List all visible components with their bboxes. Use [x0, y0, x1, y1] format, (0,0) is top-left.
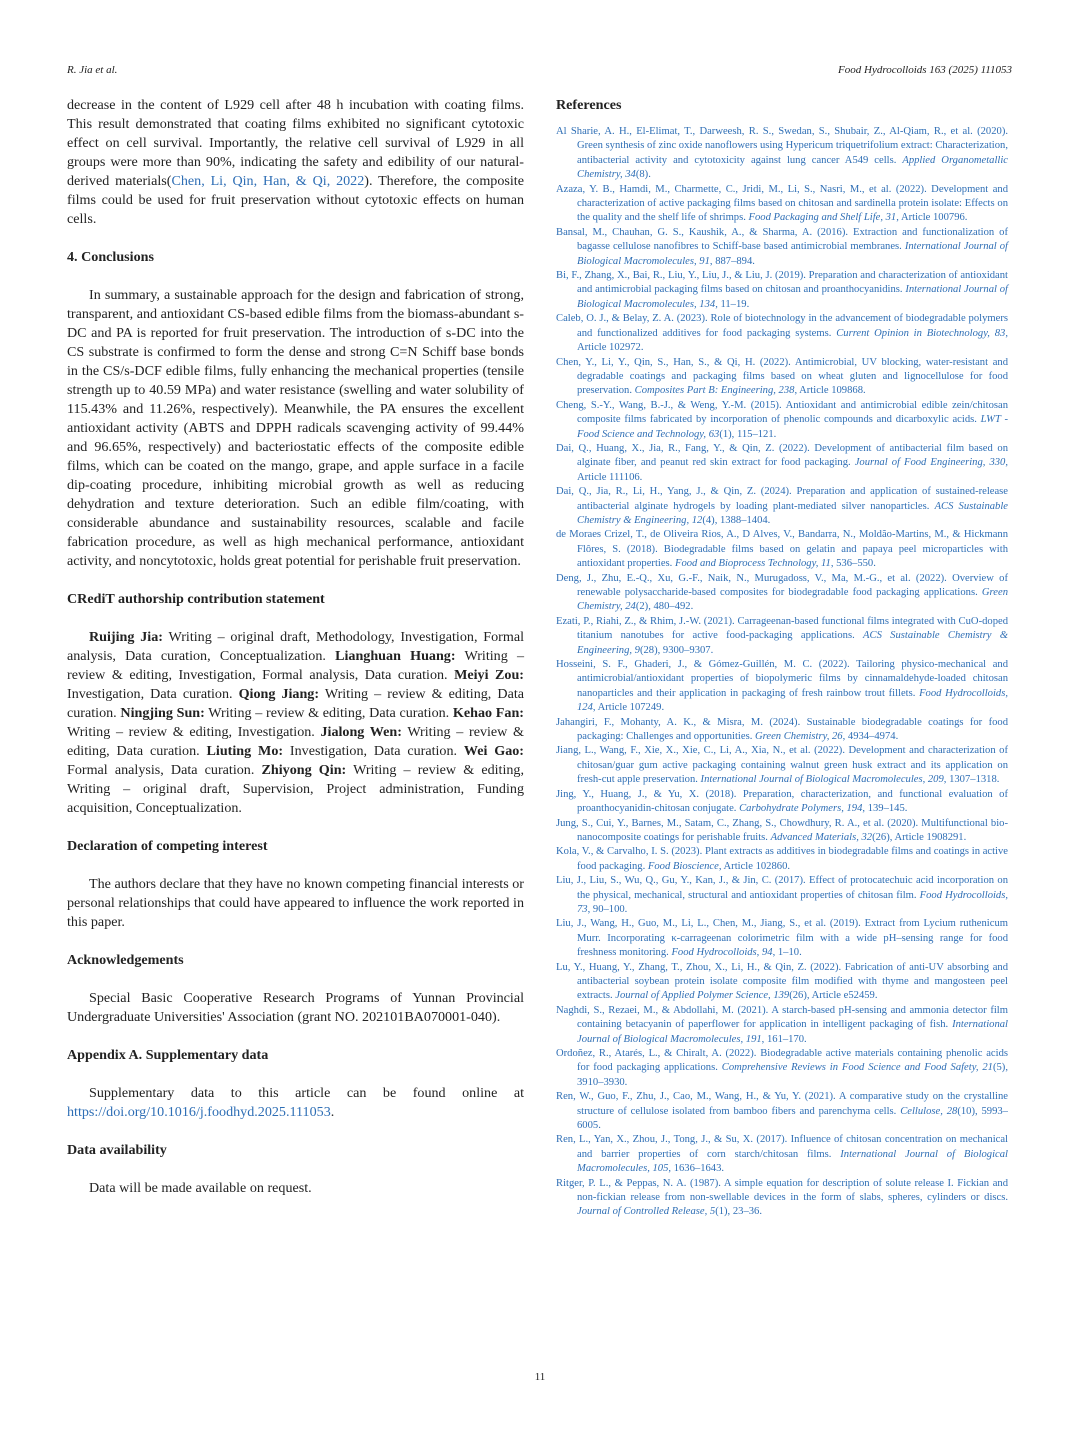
reference-issue-pages: (1), 23–36. [715, 1206, 762, 1218]
reference-text-link[interactable]: Lu, Y., Huang, Y., Zhang, T., Zhou, X., Li, H., & Qin, Z. (2022). Fabrication of anti-UV absorbing and antibacterial soybean protein isolate composite film modified with thyme and mangosteen peel extracts. [556, 961, 1008, 1002]
reference-journal-link[interactable]: Advanced Materials, 32 [770, 831, 873, 843]
reference-journal-link[interactable]: Food Hydrocolloids, 73 [577, 889, 1008, 915]
reference-journal-link[interactable]: Food and Bioprocess Technology, 11 [674, 558, 831, 570]
credit-author-roles: Investigation, Data curation. [283, 743, 464, 759]
reference-issue-pages: (28), 9300–9307. [639, 644, 714, 656]
reference-issue-pages: , Article 102972. [577, 327, 1008, 354]
reference-text-link[interactable]: Dai, Q., Jia, R., Li, H., Yang, J., & Qin, Z. (2024). Preparation and application of sustained-release antibacterial alginate hydrogels by loading plant-mediated silver nanoparticles. [556, 486, 1008, 512]
reference-text-link[interactable]: de Moraes Crizel, T., de Oliveira Rios, A., D Alves, V., Bandarra, N., Moldão-Martins, M., & Hickmann Flôres, S. (2018). Biodegradable films based on gelatin and papaya peel microparticles with antioxidant properties. [556, 529, 1008, 570]
paragraph-cytotoxicity [67, 96, 524, 229]
section-title-acknowledgements: Acknowledgements [67, 952, 184, 968]
credit-author-roles: Writing – original draft, Methodology, Investigation, Formal analysis, Data curation, Conceptualization. [67, 629, 524, 664]
reference-journal-link[interactable]: Comprehensive Reviews in Food Science and Food Safety, 21 [721, 1062, 993, 1074]
credit-author-roles: Writing – review & editing, Investigation. [67, 724, 321, 740]
reference-item [556, 356, 1008, 399]
reference-text-link[interactable]: Dai, Q., Huang, X., Jia, R., Fang, Y., & Qin, Z. (2022). Development of antibacterial film based on alginate fiber, and peanut red skin extract for food packaging. [556, 442, 1008, 469]
reference-issue-pages: (26), Article e52459. [789, 990, 878, 1002]
reference-item [556, 572, 1008, 615]
reference-text-link[interactable]: Bi, F., Zhang, X., Bai, R., Liu, Y., Liu, J., & Liu, J. (2019). Preparation and characterization of antioxidant and antimicrobial packaging films based on chitosan and proanthocyanidins. [556, 270, 1008, 296]
credit-author-name: Qiong Jiang: [238, 686, 320, 702]
credit-author-name: Wei Gao: [463, 743, 524, 759]
reference-text-link[interactable]: Jing, Y., Huang, J., & Yu, X. (2018). Preparation, characterization, and functional evaluation of proanthocyanidin-chitosan conjugate. [556, 788, 1008, 815]
reference-item [556, 615, 1008, 658]
section-title-appendix: Appendix A. Supplementary data [67, 1047, 269, 1063]
paragraph-appendix [67, 1084, 524, 1122]
paragraph-conclusions: In summary, a sustainable approach for the design and fabrication of strong, transparent, and antioxidant CS-based edible films from the biomass-abundant s-DC and PA is reported for fruit preservation. The introduction of s-DC into the CS substrate is confirmed to form the dense and strong C=N Schiff base bonds in the CS/s-DCF edible films, fully enhancing the mechanical properties (tensile strength up to 40.59 MPa) and water resistance (swelling and water solubility of 115.43% and 11.26%, respectively). Meanwhile, the PA ensures the excellent antioxidant activity (ABTS and DPPH radicals scavenging activity of 99.44% and 96.65%, respectively) and bacteriostatic effects of the composite edible films, which can be coated on the mango, grape, and apple surface in a facile dip-coating procedure, inhibiting microbial growth as well as reducing dehydration and texture deterioration. Such an edible film/coating, with considerable abundance and sustainability resources, scalable and facile fabrication procedure, as well as high mechanical performance, antioxidant activity, and noncytotoxic, holds great potential for perishable fruit preservation. [67, 287, 524, 569]
reference-text-link[interactable]: Naghdi, S., Rezaei, M., & Abdollahi, M. (2021). A starch-based pH-sensing and ammonia detector film containing betacyanin of paperflower for application in intelligent packaging of fish. [556, 1004, 1008, 1031]
reference-issue-pages: , Article 100796. [896, 212, 968, 224]
reference-issue-pages: (5), 3910–3930. [577, 1062, 1008, 1088]
credit-author-name: Kehao Fan: [452, 705, 524, 721]
reference-text-link[interactable]: Ren, L., Yan, X., Zhou, J., Tong, J., & Su, X. (2017). Influence of chitosan concentration on mechanical and barrier properties of corn starch/chitosan films. [556, 1134, 1008, 1160]
paragraph-declaration: The authors declare that they have no known competing financial interests or personal relationships that could have appeared to influence the work reported in this paper. [67, 876, 524, 930]
reference-item [556, 485, 1008, 528]
reference-text-link[interactable]: Deng, J., Zhu, E.-Q., Xu, G.-F., Naik, N., Murugadoss, V., Ma, M.-G., et al. (2022). Overview of renewable polysaccharide-based composites for biodegradable food packaging applications. [556, 572, 1008, 598]
reference-issue-pages: (4), 1388–1404. [702, 514, 771, 526]
reference-journal-link[interactable]: Applied Organometallic Chemistry, 34 [577, 154, 1008, 181]
citation-link-chen-2022[interactable]: Chen, Li, Qin, Han, & Qi, 2022 [171, 173, 365, 189]
credit-author-name: Lianghuan Huang: [335, 648, 456, 664]
reference-text-link[interactable]: Cheng, S.-Y., Wang, B.-J., & Weng, Y.-M. (2015). Antioxidant and antimicrobial edible zein/chitosan composite films fabricated by incorporation of phenolic compounds and dicarboxylic acids. [556, 399, 1008, 426]
reference-journal-link[interactable]: Cellulose, 28 [900, 1105, 958, 1117]
reference-issue-pages: (10), 5993–6005. [577, 1105, 1008, 1132]
reference-journal-link[interactable]: Journal of Food Engineering, 330 [854, 457, 1006, 469]
paragraph-credit [67, 628, 524, 818]
reference-item [556, 399, 1008, 442]
reference-item [556, 312, 1008, 355]
paragraph-data-availability: Data will be made available on request. [89, 1180, 312, 1196]
section-title-credit: CRediT authorship contribution statement [67, 591, 325, 607]
reference-item [556, 788, 1008, 817]
reference-text-link[interactable]: Ritger, P. L., & Peppas, N. A. (1987). A simple equation for description of solute release I. Fickian and non-fickian release from non-swellable devices in the form of slabs, spheres, cylinders or discs. [556, 1177, 1008, 1204]
reference-journal-link[interactable]: Composites Part B: Engineering, 238 [634, 385, 795, 397]
reference-journal-link[interactable]: LWT - Food Science and Technology, 63 [577, 414, 1008, 440]
section-title-conclusions: 4. Conclusions [67, 249, 154, 265]
reference-list [556, 125, 1008, 1220]
reference-journal-link[interactable]: International Journal of Biological Macromolecules, 91 [577, 241, 1008, 267]
reference-journal-link[interactable]: International Journal of Biological Macromolecules, 105 [577, 1148, 1008, 1175]
credit-author-name: Meiyi Zou: [454, 667, 524, 683]
credit-author-name: Ruijing Jia: [89, 629, 163, 645]
reference-journal-link[interactable]: International Journal of Biological Macromolecules, 191 [577, 1019, 1008, 1045]
reference-issue-pages: (26), Article 1908291. [872, 831, 967, 843]
text: ). Therefore, the composite films could be used for fruit preservation without cytotoxic effects on human cells. [67, 173, 524, 227]
reference-journal-link[interactable]: International Journal of Biological Macromolecules, 134 [577, 284, 1008, 310]
reference-text-link[interactable]: Azaza, Y. B., Hamdi, M., Charmette, C., Jridi, M., Li, S., Nasri, M., et al. (2022). Development and characterization of active packaging films based on chitosan and sardinella protein isolate: Effects on the quality and the shelf life of shrimps. [556, 183, 1008, 224]
reference-item [556, 1004, 1008, 1047]
credit-author-name: Jialong Wen: [320, 724, 402, 740]
reference-item [556, 1133, 1008, 1176]
reference-issue-pages: (1), 115–121. [719, 428, 777, 440]
reference-item [556, 874, 1008, 917]
reference-journal-link[interactable]: Current Opinion in Biotechnology, 83 [836, 327, 1006, 339]
reference-journal-link[interactable]: Green Chemistry, 24 [577, 587, 1008, 613]
reference-journal-link[interactable]: Food Packaging and Shelf Life, 31 [748, 212, 897, 224]
reference-text-link[interactable]: Liu, J., Wang, H., Guo, M., Li, L., Chen, M., Jiang, S., et al. (2019). Extract from Lycium ruthenicum Murr. Incorporating κ-carrageenan colorimetric film with a wide pH–sensing range for food freshness monitoring. [556, 918, 1008, 959]
reference-issue-pages: (2), 480–492. [635, 601, 694, 613]
reference-issue-pages: , Article 102860. [718, 860, 791, 872]
reference-text-link[interactable]: Bansal, M., Chauhan, G. S., Kaushik, A., & Sharma, A. (2016). Extraction and functionalization of bagasse cellulose nanofibres to Schiff-base based antimicrobial membranes. [556, 226, 1008, 253]
reference-journal-link[interactable]: ACS Sustainable Chemistry & Engineering, 12 [577, 500, 1008, 526]
reference-item [556, 658, 1008, 716]
reference-issue-pages: , 887–894. [709, 255, 755, 267]
reference-text-link[interactable]: Jiang, L., Wang, F., Xie, X., Xie, C., Li, A., Xia, N., et al. (2022). Development and characterization of chitosan/guar gum active packaging containing walnut green husk extract and its application on fresh-cut apple preservation. [556, 745, 1008, 786]
section-title-data-availability: Data availability [67, 1142, 167, 1158]
credit-author-roles: Writing – review & editing, Writing – original draft, Supervision, Project administration, Funding acquisition, Conceptualization. [67, 762, 524, 816]
reference-journal-link[interactable]: Journal of Applied Polymer Science, 139 [615, 990, 790, 1002]
reference-item [556, 1177, 1008, 1220]
credit-author-name: Liuting Mo: [206, 743, 284, 759]
reference-text-link[interactable]: Hosseini, S. F., Ghaderi, J., & Gómez-Guillén, M. C. (2022). Tailoring physico-mechanical and antimicrobial/antioxidant properties of biopolymeric films by cinnamaldehyde-loaded chitosan nanoparticles and their application in packaging of fresh rainbow trout fillets. [556, 659, 1008, 699]
reference-issue-pages: , Article 111106. [577, 457, 1009, 483]
credit-author-name: Zhiyong Qin: [261, 762, 347, 778]
reference-item [556, 961, 1008, 1004]
text: Supplementary data to this article can be found online at [89, 1085, 524, 1101]
reference-item [556, 125, 1008, 183]
reference-text-link[interactable]: Jung, S., Cui, Y., Barnes, M., Satam, C., Zhang, S., Chowdhury, R. A., et al. (2020). Multifunctional bio-nanocomposite coatings for perishable fruits. [556, 817, 1008, 843]
reference-journal-link[interactable]: Food Hydrocolloids, 94 [671, 947, 773, 959]
reference-text-link[interactable]: Chen, Y., Li, Y., Qin, S., Han, S., & Qi, H. (2022). Antimicrobial, UV blocking, water-resistant and degradable coatings and packaging films based on wheat gluten and lignocellulose for food preservation. [556, 356, 1008, 397]
reference-item [556, 183, 1008, 226]
reference-text-link[interactable]: Ren, W., Guo, F., Zhu, J., Cao, M., Wang, H., & Yu, Y. (2021). A comparative study on the crystalline structure of cellulose isolated from bamboo fibers and parenchyma cells. [556, 1091, 1008, 1117]
credit-author-roles: Writing – review & editing, Data curation. [67, 724, 524, 759]
section-title-declaration: Declaration of competing interest [67, 838, 268, 854]
text: . [330, 1104, 335, 1120]
reference-issue-pages: , 161–170. [761, 1033, 807, 1045]
reference-item [556, 269, 1008, 312]
reference-journal-link[interactable]: Journal of Controlled Release, 5 [577, 1206, 716, 1218]
reference-issue-pages: , 4934–4974. [842, 731, 899, 743]
reference-item [556, 917, 1008, 960]
reference-issue-pages: , Article 109868. [794, 385, 866, 397]
reference-issue-pages: , 11–19. [715, 298, 750, 310]
text: decrease in the content of L929 cell after 48 h incubation with coating films. This result demonstrated that coating films exhibited no significant cytotoxic effect on cell survival. Importantly, the relative cell survival of L929 in all groups were more than 90%, indicating the safety and edibility of our natural-derived materials( [67, 97, 524, 189]
references-title: References [556, 97, 622, 113]
reference-text-link[interactable]: Caleb, O. J., & Belay, Z. A. (2023). Role of biotechnology in the advancement of biodegradable polymers and functionalized additives for food packaging systems. [556, 313, 1008, 339]
reference-journal-link[interactable]: Green Chemistry, 26 [755, 731, 843, 743]
page-number: 11 [534, 1371, 546, 1383]
credit-author-name: Ningjing Sun: [120, 705, 205, 721]
reference-journal-link[interactable]: Food Hydrocolloids, 124 [577, 687, 1008, 714]
doi-link[interactable]: https://doi.org/10.1016/j.foodhyd.2025.111053 [67, 1104, 331, 1120]
running-header-journal: Food Hydrocolloids 163 (2025) 111053 [838, 64, 1012, 76]
reference-text-link[interactable]: Ordoñez, R., Atarés, L., & Chiralt, A. (2022). Biodegradable active materials containing phenolic acids for food packaging applications. [556, 1048, 1008, 1074]
reference-item [556, 442, 1008, 485]
left-column [67, 96, 524, 1198]
reference-issue-pages: , 1636–1643. [668, 1163, 725, 1175]
paragraph-acknowledgements: Special Basic Cooperative Research Programs of Yunnan Provincial Undergraduate Universities' Association (grant NO. 202101BA070001-040). [67, 990, 524, 1025]
reference-issue-pages: , 1–10. [772, 947, 802, 959]
reference-item [556, 1047, 1008, 1090]
reference-journal-link[interactable]: Food Bioscience [647, 860, 719, 872]
reference-text-link[interactable]: Kola, V., & Carvalho, I. S. (2023). Plant extracts as additives in biodegradable films and coatings in active food packaging. [556, 846, 1008, 872]
reference-item [556, 845, 1008, 874]
reference-text-link[interactable]: Jahangiri, F., Mohanty, A. K., & Misra, M. (2024). Sustainable biodegradable coatings for food packaging: Challenges and opportunities. [556, 716, 1008, 743]
credit-author-roles: Writing – review & editing, Data curation. [67, 686, 524, 721]
reference-text-link[interactable]: Ezati, P., Riahi, Z., & Rhim, J.-W. (2021). Carrageenan-based functional films integrated with CuO-doped titanium nanotubes for active food-packaging applications. [556, 615, 1008, 642]
credit-author-roles: Writing – review & editing, Data curation. [204, 705, 453, 721]
reference-item [556, 817, 1008, 846]
reference-journal-link[interactable]: ACS Sustainable Chemistry & Engineering, 9 [577, 630, 1008, 656]
reference-issue-pages: , 1307–1318. [943, 774, 1000, 786]
reference-text-link[interactable]: Al Sharie, A. H., El-Elimat, T., Darweesh, R. S., Swedan, S., Shubair, Z., Al-Qiam, R., et al. (2020). Green synthesis of zinc oxide nanoflowers using Hypericum triquetrifolium extract: Characterization, antibacterial activity and cytotoxicity against lung cancer A549 cells. [556, 126, 1008, 166]
credit-author-roles: Writing – review & editing, Investigation, Formal analysis, Data curation. [67, 648, 524, 683]
reference-item [556, 716, 1008, 745]
reference-issue-pages: , 90–100. [587, 903, 628, 915]
running-header-authors: R. Jia et al. [67, 64, 118, 76]
credit-author-roles: Investigation, Data curation. [67, 686, 239, 702]
reference-issue-pages: (8). [635, 169, 651, 181]
reference-item [556, 528, 1008, 571]
credit-author-roles: Formal analysis, Data curation. [67, 762, 262, 778]
right-column [556, 96, 1008, 1220]
reference-text-link[interactable]: Liu, J., Liu, S., Wu, Q., Gu, Y., Kan, J., & Jin, C. (2017). Effect of protocatechuic acid incorporation on the physical, mechanical, structural and antioxidant properties of chitosan film. [556, 875, 1008, 901]
reference-journal-link[interactable]: Carbohydrate Polymers, 194 [739, 803, 863, 815]
reference-issue-pages: , 536–550. [830, 558, 876, 570]
reference-item [556, 226, 1008, 269]
reference-issue-pages: , 139–145. [862, 803, 908, 815]
reference-issue-pages: , Article 107249. [592, 702, 665, 714]
reference-item [556, 1090, 1008, 1133]
reference-item [556, 744, 1008, 787]
reference-journal-link[interactable]: International Journal of Biological Macromolecules, 209 [700, 774, 944, 786]
